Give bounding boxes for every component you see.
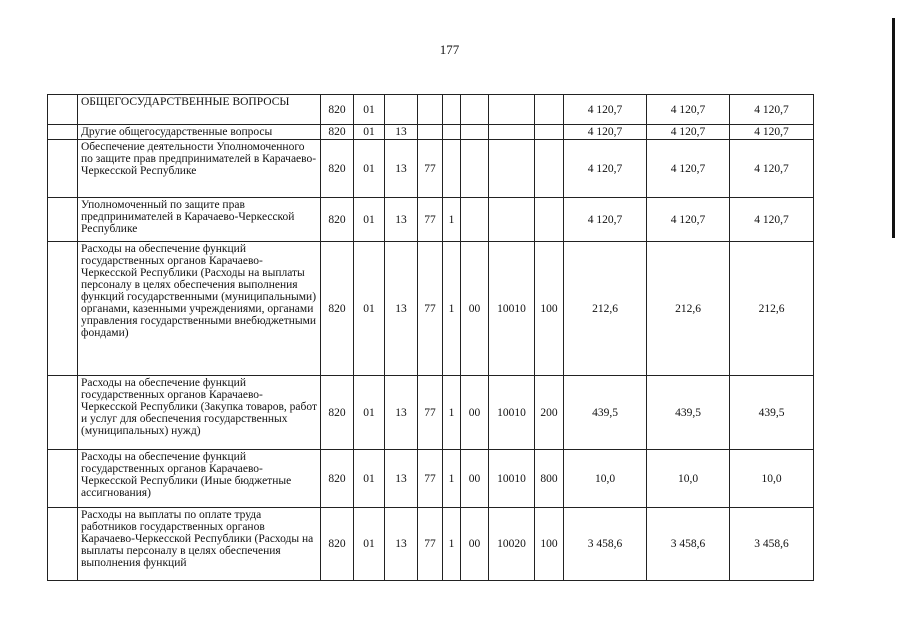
code-cell <box>489 140 535 198</box>
amount-cell: 4 120,7 <box>564 95 647 125</box>
row-description: Уполномоченный по защите прав предпринимателей в Карачаево-Черкесской Республике <box>78 198 321 242</box>
amount-cell: 4 120,7 <box>564 198 647 242</box>
code-cell: 100 <box>535 242 564 376</box>
code-cell: 77 <box>418 140 443 198</box>
empty-cell <box>48 508 78 581</box>
amount-cell: 10,0 <box>730 450 814 508</box>
code-cell: 13 <box>385 450 418 508</box>
amount-cell: 4 120,7 <box>730 198 814 242</box>
code-cell: 1 <box>443 242 461 376</box>
amount-cell: 439,5 <box>564 376 647 450</box>
empty-cell <box>48 198 78 242</box>
table-row <box>48 140 814 198</box>
amount-cell: 439,5 <box>647 376 730 450</box>
code-cell: 820 <box>321 140 354 198</box>
amount-cell: 212,6 <box>647 242 730 376</box>
amount-cell: 10,0 <box>564 450 647 508</box>
code-cell <box>443 125 461 140</box>
table-row <box>48 376 814 450</box>
code-cell <box>461 95 489 125</box>
code-cell: 13 <box>385 376 418 450</box>
code-cell: 820 <box>321 508 354 581</box>
code-cell: 01 <box>354 95 385 125</box>
empty-cell <box>48 376 78 450</box>
amount-cell: 4 120,7 <box>564 140 647 198</box>
code-cell: 10010 <box>489 242 535 376</box>
code-cell: 77 <box>418 376 443 450</box>
amount-cell: 3 458,6 <box>647 508 730 581</box>
code-cell <box>489 95 535 125</box>
code-cell: 01 <box>354 125 385 140</box>
row-description: ОБЩЕГОСУДАРСТВЕННЫЕ ВОПРОСЫ <box>78 95 321 125</box>
amount-cell: 4 120,7 <box>730 95 814 125</box>
code-cell: 200 <box>535 376 564 450</box>
code-cell: 00 <box>461 242 489 376</box>
amount-cell: 439,5 <box>730 376 814 450</box>
code-cell: 13 <box>385 140 418 198</box>
code-cell: 13 <box>385 242 418 376</box>
amount-cell: 212,6 <box>564 242 647 376</box>
code-cell <box>443 140 461 198</box>
code-cell: 77 <box>418 508 443 581</box>
code-cell: 1 <box>443 450 461 508</box>
code-cell <box>443 95 461 125</box>
code-cell <box>535 140 564 198</box>
code-cell: 800 <box>535 450 564 508</box>
code-cell: 10020 <box>489 508 535 581</box>
code-cell: 1 <box>443 376 461 450</box>
table-row <box>48 198 814 242</box>
code-cell <box>385 95 418 125</box>
table-row <box>48 125 814 140</box>
code-cell <box>461 125 489 140</box>
amount-cell: 4 120,7 <box>647 198 730 242</box>
row-description: Обеспечение деятельности Уполномоченного по защите прав предпринимателей в Карачаево-Черкесской Республике <box>78 140 321 198</box>
empty-cell <box>48 95 78 125</box>
code-cell: 77 <box>418 450 443 508</box>
code-cell: 01 <box>354 450 385 508</box>
code-cell: 820 <box>321 95 354 125</box>
code-cell: 820 <box>321 198 354 242</box>
amount-cell: 4 120,7 <box>647 140 730 198</box>
code-cell: 77 <box>418 198 443 242</box>
amount-cell: 212,6 <box>730 242 814 376</box>
code-cell: 13 <box>385 125 418 140</box>
code-cell: 01 <box>354 242 385 376</box>
code-cell: 1 <box>443 508 461 581</box>
code-cell: 10010 <box>489 450 535 508</box>
code-cell <box>535 125 564 140</box>
table-row <box>48 508 814 581</box>
code-cell: 820 <box>321 376 354 450</box>
code-cell: 01 <box>354 140 385 198</box>
table-row <box>48 450 814 508</box>
amount-cell: 4 120,7 <box>730 140 814 198</box>
code-cell <box>418 95 443 125</box>
code-cell <box>535 198 564 242</box>
code-cell: 01 <box>354 376 385 450</box>
code-cell: 01 <box>354 508 385 581</box>
code-cell <box>461 140 489 198</box>
code-cell <box>489 198 535 242</box>
row-description: Расходы на обеспечение функций государственных органов Карачаево-Черкесской Республики (Иные бюджетные ассигнования) <box>78 450 321 508</box>
amount-cell: 4 120,7 <box>647 95 730 125</box>
code-cell: 01 <box>354 198 385 242</box>
table-row <box>48 95 814 125</box>
row-description: Расходы на обеспечение функций государственных органов Карачаево-Черкесской Республики (Расходы на выплаты персоналу в целях обеспечения выполнения функций государственными (муниципальными) органами, казенными учреждениями, органами управления государственными внебюджетными фондами) <box>78 242 321 376</box>
code-cell: 100 <box>535 508 564 581</box>
code-cell <box>418 125 443 140</box>
code-cell: 10010 <box>489 376 535 450</box>
scan-edge-line <box>892 18 895 238</box>
amount-cell: 4 120,7 <box>564 125 647 140</box>
table-row <box>48 242 814 376</box>
code-cell <box>461 198 489 242</box>
code-cell <box>535 95 564 125</box>
code-cell: 13 <box>385 508 418 581</box>
code-cell: 77 <box>418 242 443 376</box>
empty-cell <box>48 140 78 198</box>
row-description: Расходы на обеспечение функций государственных органов Карачаево-Черкесской Республики (Закупка товаров, работ и услуг для обеспечения государственных (муниципальных) нужд) <box>78 376 321 450</box>
amount-cell: 4 120,7 <box>647 125 730 140</box>
row-description: Расходы на выплаты по оплате труда работников государственных органов Карачаево-Черкесской Республики (Расходы на выплаты персоналу в целях обеспечения выполнения функций <box>78 508 321 581</box>
amount-cell: 10,0 <box>647 450 730 508</box>
code-cell: 1 <box>443 198 461 242</box>
amount-cell: 3 458,6 <box>730 508 814 581</box>
code-cell: 820 <box>321 450 354 508</box>
code-cell: 00 <box>461 376 489 450</box>
empty-cell <box>48 242 78 376</box>
amount-cell: 3 458,6 <box>564 508 647 581</box>
page-number: 177 <box>439 42 460 57</box>
amount-cell: 4 120,7 <box>730 125 814 140</box>
code-cell: 820 <box>321 125 354 140</box>
code-cell: 13 <box>385 198 418 242</box>
empty-cell <box>48 125 78 140</box>
empty-cell <box>48 450 78 508</box>
budget-table <box>47 94 814 581</box>
row-description: Другие общегосударственные вопросы <box>78 125 321 140</box>
code-cell <box>489 125 535 140</box>
code-cell: 00 <box>461 450 489 508</box>
code-cell: 00 <box>461 508 489 581</box>
code-cell: 820 <box>321 242 354 376</box>
